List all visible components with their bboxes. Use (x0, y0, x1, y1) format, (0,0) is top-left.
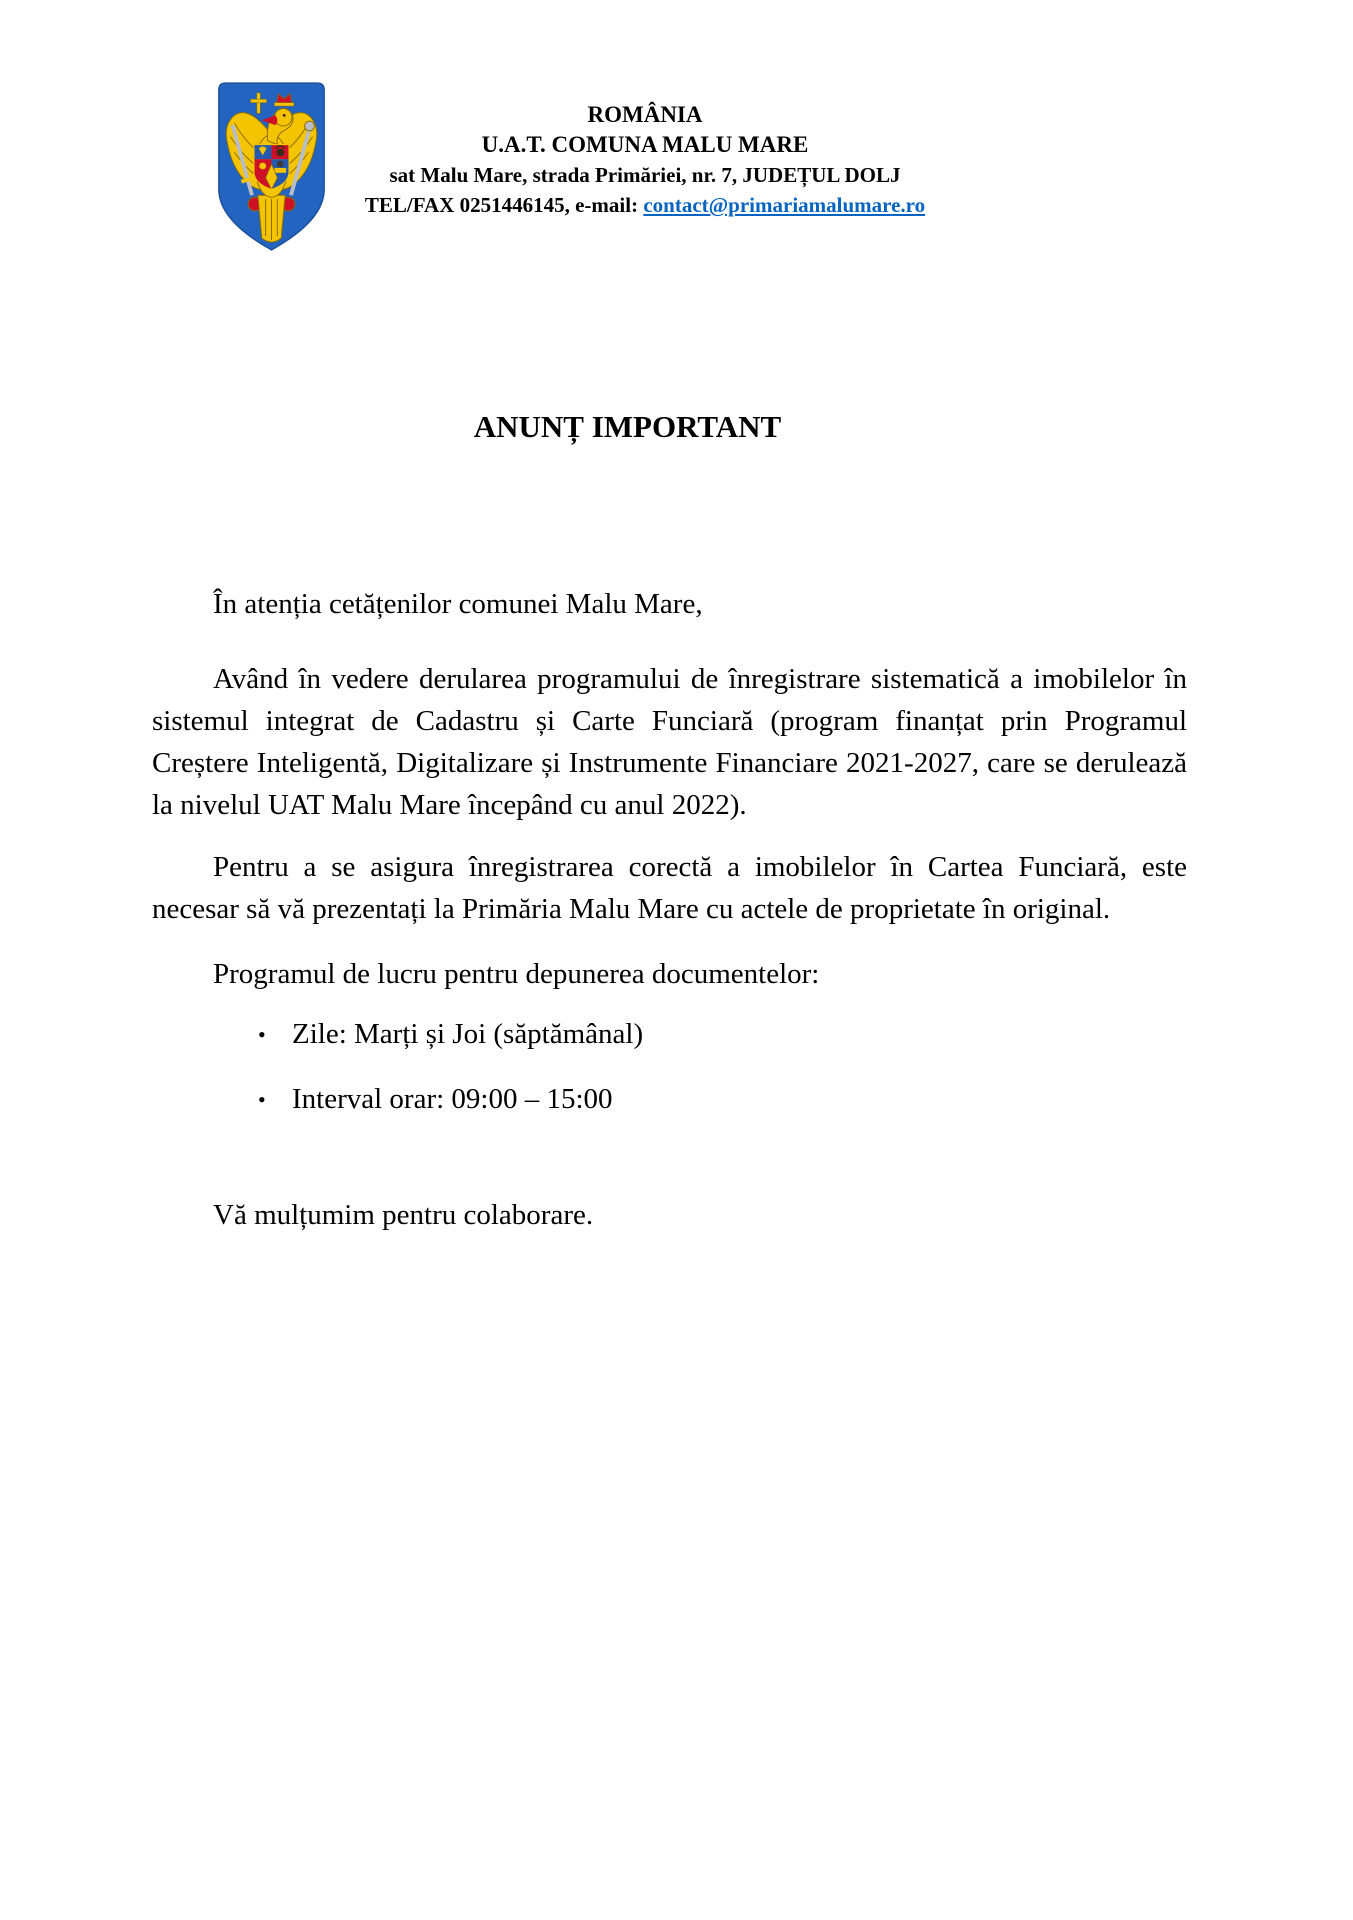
romania-coat-of-arms-icon (213, 80, 330, 253)
closing-text: Vă mulțumim pentru colaborare. (213, 1199, 594, 1231)
schedule-hours: Interval orar: 09:00 – 15:00 (292, 1083, 613, 1115)
letterhead-contact-prefix: TEL/FAX 0251446145, e-mail: (364, 193, 644, 217)
list-item (152, 1078, 1187, 1120)
letterhead-address: sat Malu Mare, strada Primăriei, nr. 7, JUDEȚUL DOLJ (389, 163, 901, 187)
letterhead-contact (330, 190, 960, 220)
schedule-days: Zile: Marți și Joi (săptămânal) (292, 1018, 644, 1050)
bullet-icon: • (258, 1087, 266, 1112)
bullet-icon: • (258, 1022, 266, 1047)
letterhead (330, 100, 960, 220)
paragraph-salutation: În atenția cetățenilor comunei Malu Mare, (213, 588, 703, 620)
page-title: ANUNȚ IMPORTANT (473, 409, 782, 444)
schedule-list (152, 1013, 1187, 1120)
list-item (152, 1013, 1187, 1055)
document-body (152, 583, 1187, 1236)
letterhead-institution: U.A.T. COMUNA MALU MARE (481, 132, 809, 157)
paragraph-instructions: Pentru a se asigura înregistrarea corectă a imobilelor în Cartea Funciară, este necesar să vă prezentați la Primăria Malu Mare cu actele de proprietate în original. (152, 851, 1187, 925)
email-link[interactable]: contact@primariamalumare.ro (643, 193, 926, 217)
letterhead-country: ROMÂNIA (587, 102, 703, 127)
paragraph-schedule-intro: Programul de lucru pentru depunerea documentelor: (213, 958, 820, 990)
paragraph-program-info: Având în vedere derularea programului de înregistrare sistematică a imobilelor în sistemul integrat de Cadastru și Carte Funciară (program finanțat prin Programul Creștere Inteligentă, Digitalizare și Instrumente Financiare 2021-2027, care se derulează la nivelul UAT Malu Mare începând cu anul 2022). (152, 663, 1187, 821)
